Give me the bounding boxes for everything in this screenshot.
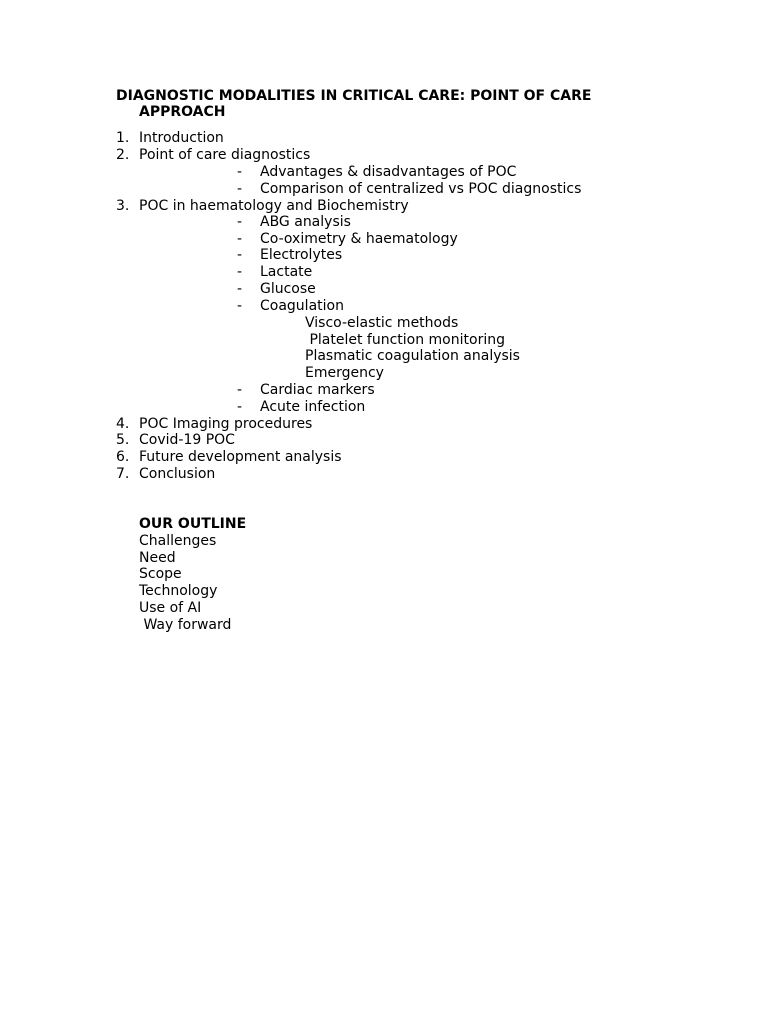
- bullet-dash: -: [237, 281, 243, 297]
- outline-item: Need: [139, 550, 176, 566]
- sub-list-item: Co-oximetry & haematology: [260, 231, 458, 247]
- bullet-dash: -: [237, 231, 243, 247]
- list-item: Conclusion: [139, 466, 216, 482]
- bullet-dash: -: [237, 181, 243, 197]
- list-item: POC Imaging procedures: [139, 416, 313, 432]
- nested-list-item: Emergency: [305, 365, 384, 381]
- list-item-number: 7.: [116, 466, 130, 482]
- sub-list-item: Acute infection: [260, 399, 366, 415]
- sub-list-item: Comparison of centralized vs POC diagnostics: [260, 181, 582, 197]
- sub-list-item: Advantages & disadvantages of POC: [260, 164, 517, 180]
- list-item-number: 4.: [116, 416, 130, 432]
- list-item-number: 2.: [116, 147, 130, 163]
- bullet-dash: -: [237, 164, 243, 180]
- list-item-number: 5.: [116, 432, 130, 448]
- sub-list-item: Electrolytes: [260, 247, 343, 263]
- document-title-line-1: DIAGNOSTIC MODALITIES IN CRITICAL CARE: POINT OF CARE: [116, 88, 592, 104]
- sub-list-item: Lactate: [260, 264, 313, 280]
- sub-list-item: Cardiac markers: [260, 382, 375, 398]
- outline-item: Scope: [139, 566, 182, 582]
- list-item-number: 3.: [116, 198, 130, 214]
- sub-list-item: ABG analysis: [260, 214, 351, 230]
- bullet-dash: -: [237, 247, 243, 263]
- bullet-dash: -: [237, 399, 243, 415]
- bullet-dash: -: [237, 298, 243, 314]
- list-item: Point of care diagnostics: [139, 147, 311, 163]
- outline-item: Technology: [139, 583, 218, 599]
- nested-list-item: Plasmatic coagulation analysis: [305, 348, 520, 364]
- bullet-dash: -: [237, 214, 243, 230]
- outline-item: Way forward: [139, 617, 232, 633]
- sub-list-item: Coagulation: [260, 298, 344, 314]
- bullet-dash: -: [237, 264, 243, 280]
- nested-list-item: Visco-elastic methods: [305, 315, 459, 331]
- bullet-dash: -: [237, 382, 243, 398]
- list-item-number: 6.: [116, 449, 130, 465]
- list-item-number: 1.: [116, 130, 130, 146]
- outline-heading: OUR OUTLINE: [139, 516, 247, 532]
- sub-list-item: Glucose: [260, 281, 316, 297]
- document-title-line-2: APPROACH: [139, 104, 226, 120]
- list-item: Future development analysis: [139, 449, 342, 465]
- list-item: Covid-19 POC: [139, 432, 235, 448]
- list-item: POC in haematology and Biochemistry: [139, 198, 409, 214]
- nested-list-item: Platelet function monitoring: [305, 332, 505, 348]
- list-item: Introduction: [139, 130, 224, 146]
- outline-item: Use of AI: [139, 600, 202, 616]
- outline-item: Challenges: [139, 533, 217, 549]
